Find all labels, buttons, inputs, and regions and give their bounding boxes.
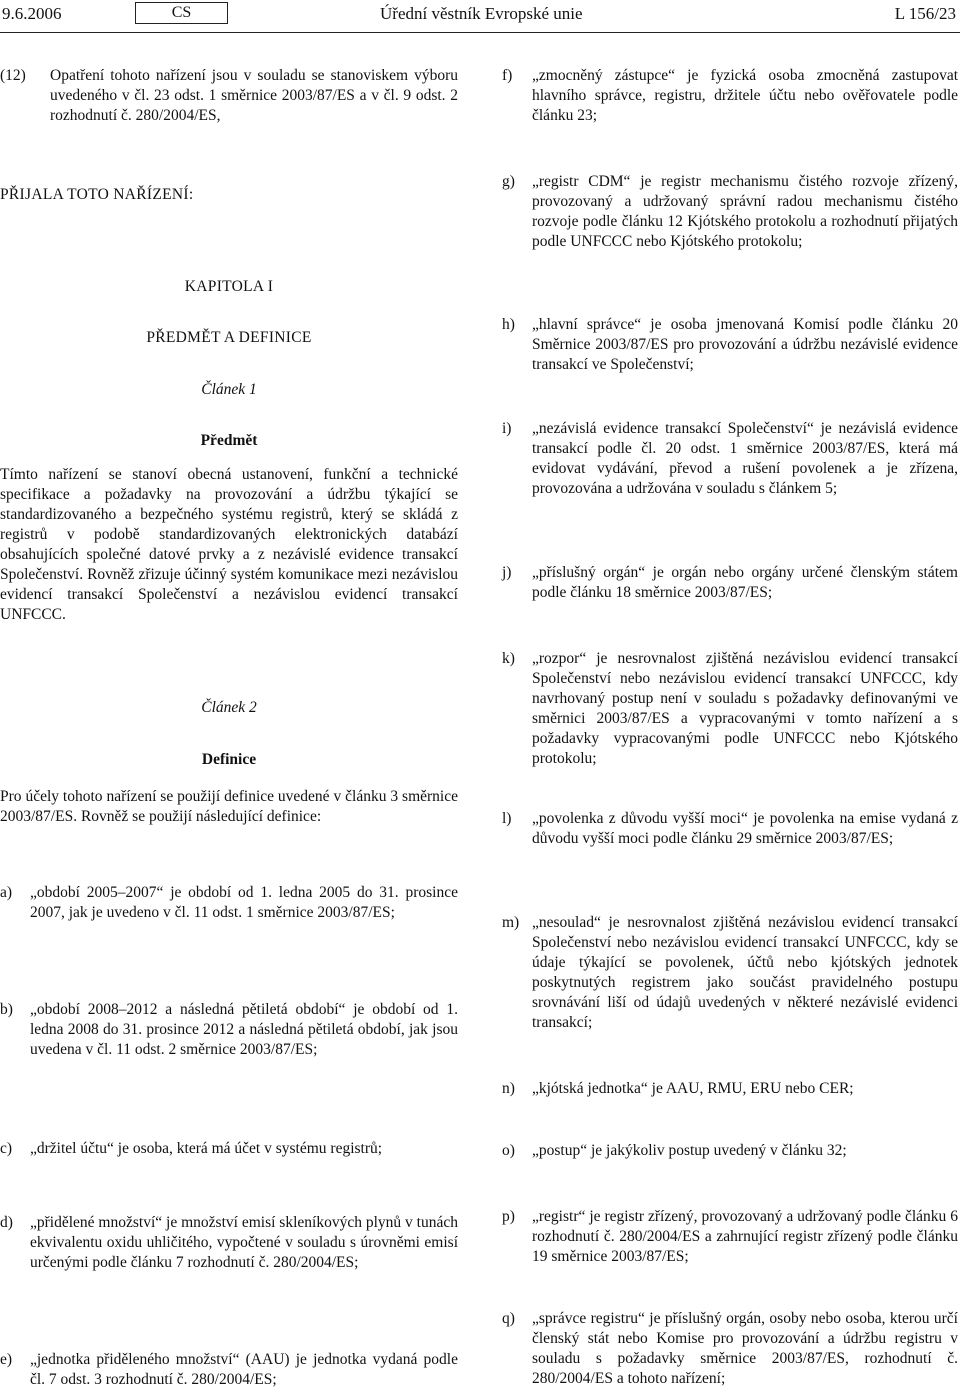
definition-label: f) (502, 67, 513, 84)
definition-item (502, 419, 958, 499)
definition-item (502, 1207, 958, 1267)
definition-item (502, 1079, 958, 1099)
recital-text: Opatření tohoto nařízení jsou v souladu se stanoviskem výboru uvedeného v čl. 23 odst. 1 směrnice 2003/87/ES a v čl. 9 odst. 2 rozhodnutí č. 280/2004/ES, (50, 67, 458, 124)
definition-item (502, 649, 958, 769)
article-1-title: Předmět (200, 432, 258, 449)
definition-text: „kjótská jednotka“ je AAU, RMU, ERU nebo CER; (532, 1080, 854, 1097)
recital-label: (12) (0, 67, 26, 84)
definition-text: „jednotka přiděleného množství“ (AAU) je jednotka vydaná podle čl. 7 odst. 3 rozhodnutí č. 280/2004/ES; (30, 1351, 458, 1388)
definition-label: g) (502, 173, 515, 190)
definition-label: e) (0, 1351, 13, 1368)
definition-label: p) (502, 1208, 515, 1225)
definition-text: „registr“ je registr zřízený, provozovaný a udržovaný podle článku 6 rozhodnutí č. 280/2004/ES a zahrnující registr zřízený podle článku 19 směrnice 2003/87/ES; (532, 1208, 958, 1265)
definition-label: a) (0, 884, 13, 901)
definition-text: „postup“ je jakýkoliv postup uvedený v článku 32; (532, 1142, 847, 1159)
definition-item (502, 913, 958, 1033)
definition-text: „zmocněný zástupce“ je fyzická osoba zmocněná zastupovat hlavního správce, registru, držitele účtu nebo ověřovatele podle článku 23; (532, 67, 958, 124)
definition-text: „nezávislá evidence transakcí Společenství“ je nezávislá evidence transakcí podle čl. 20 odst. 1 směrnice 2003/87/ES, která má evidovat vydávání, převod a rušení povolenek a je zřízena, provozována a udržována v souladu s článkem 5; (532, 420, 958, 497)
definition-label: c) (0, 1140, 13, 1157)
definition-text: „přidělené množství“ je množství emisí skleníkových plynů v tunách ekvivalentu oxidu uhličitého, vypočtené v souladu s úrovněmi emisí určenými podle článku 7 rozhodnutí č. 280/2004/ES; (30, 1214, 458, 1271)
definition-label: d) (0, 1214, 13, 1231)
adopted-statement: PŘIJALA TOTO NAŘÍZENÍ: (0, 186, 194, 203)
definition-item (0, 883, 458, 923)
definition-label: j) (502, 564, 512, 581)
definition-text: „nesoulad“ je nesrovnalost zjištěná nezávislou evidencí transakcí Společenství nebo nezávislou evidencí transakcí UNFCCC, kdy se údaje týkající se povolenek, účtů nebo kjótských jednotek poskytnutých registrem jako součást pravidelného postupu srovnávání liší od údajů uvedených v některé nezávislé evidenci transakcí; (532, 914, 958, 1031)
definition-label: h) (502, 316, 515, 333)
definition-label: o) (502, 1142, 515, 1159)
article-1-label: Článek 1 (201, 381, 257, 398)
article-2-title: Definice (201, 751, 257, 768)
definition-item (502, 1309, 958, 1389)
definition-text: „příslušný orgán“ je orgán nebo orgány určené členským státem podle článku 18 směrnice 2003/87/ES; (532, 564, 958, 601)
definition-text: „držitel účtu“ je osoba, která má účet v systému registrů; (30, 1140, 383, 1157)
publication-date: 9.6.2006 (2, 4, 62, 23)
definition-label: m) (502, 914, 520, 931)
definition-text: „hlavní správce“ je osoba jmenovaná Komisí podle článku 20 Směrnice 2003/87/ES pro provozování a údržbu nezávislé evidence transakcí ve Společenství; (532, 316, 958, 373)
article-2-intro: Pro účely tohoto nařízení se použijí definice uvedené v článku 3 směrnice 2003/87/ES. Rovněž se použijí následující definice: (0, 788, 458, 825)
page-header (0, 0, 960, 34)
article-2-label: Článek 2 (201, 699, 257, 716)
journal-title: Úřední věstník Evropské unie (380, 4, 583, 23)
definition-item (0, 1000, 458, 1060)
definition-label: i) (502, 420, 512, 437)
definition-item (0, 1350, 458, 1390)
language-code: CS (135, 2, 228, 24)
definition-item (502, 563, 958, 603)
definition-text: „období 2005–2007“ je období od 1. ledna 2005 do 31. prosince 2007, jak je uvedeno v čl. 11 odst. 1 směrnice 2003/87/ES; (30, 884, 458, 921)
header-divider (0, 32, 960, 33)
definition-label: k) (502, 650, 515, 667)
definition-label: l) (502, 810, 512, 827)
definition-item (502, 66, 958, 126)
article-1-text: Tímto nařízení se stanoví obecná ustanovení, funkční a technické specifikace a požadavky na provozování a údržbu týkající se standardizovaného a bezpečného systému registrů, který se skládá z registrů v podobě standardizovaných elektronických databází obsahujících společné datové prvky a z nezávislé evidence transakcí Společenství. Rovněž zřizuje účinný systém komunikace mezi nezávislou evidencí transakcí Společenství a nezávislou evidencí transakcí UNFCCC. (0, 466, 458, 623)
page-number: L 156/23 (894, 4, 956, 23)
definition-label: b) (0, 1001, 13, 1018)
definition-item (0, 1139, 458, 1159)
chapter-label: KAPITOLA I (184, 278, 274, 295)
chapter-title: PŘEDMĚT A DEFINICE (146, 329, 312, 346)
definition-label: q) (502, 1310, 515, 1327)
definition-text: „povolenka z důvodu vyšší moci“ je povolenka na emise vydaná z důvodu vyšší moci podle článku 29 směrnice 2003/87/ES; (532, 810, 958, 847)
definition-text: „správce registru“ je příslušný orgán, osoby nebo osoba, kterou určí členský stát nebo Komise pro provozování a údržbu registru v souladu s požadavky směrnice 2003/87/ES, rozhodnutí č. 280/2004/ES a tohoto nařízení; (532, 1310, 958, 1387)
definition-item (0, 1213, 458, 1273)
definition-text: „registr CDM“ je registr mechanismu čistého rozvoje zřízený, provozovaný a udržovaný správní radou mechanismu čistého rozvoje podle článku 12 Kjótského protokolu a rozhodnutí přijatých podle UNFCCC nebo Kjótského protokolu; (532, 173, 958, 250)
definition-text: „rozpor“ je nesrovnalost zjištěná nezávislou evidencí transakcí Společenství nebo nezávislou evidencí transakcí UNFCCC, kdy navrhovaný postup není v souladu s požadavky definovanými ve směrnici 2003/87/ES a vypracovanými v tomto nařízení a s požadavky vypracovanými podle UNFCCC nebo Kjótského protokolu; (532, 650, 958, 767)
definition-label: n) (502, 1080, 515, 1097)
definition-item (502, 1141, 958, 1161)
definition-item (502, 315, 958, 375)
recital-12 (0, 66, 458, 126)
definition-item (502, 809, 958, 849)
definition-item (502, 172, 958, 252)
definition-text: „období 2008–2012 a následná pětiletá období“ je období od 1. ledna 2008 do 31. prosince 2012 a následná pětiletá období, jak jsou uvedena v čl. 11 odst. 2 směrnice 2003/87/ES; (30, 1001, 458, 1058)
